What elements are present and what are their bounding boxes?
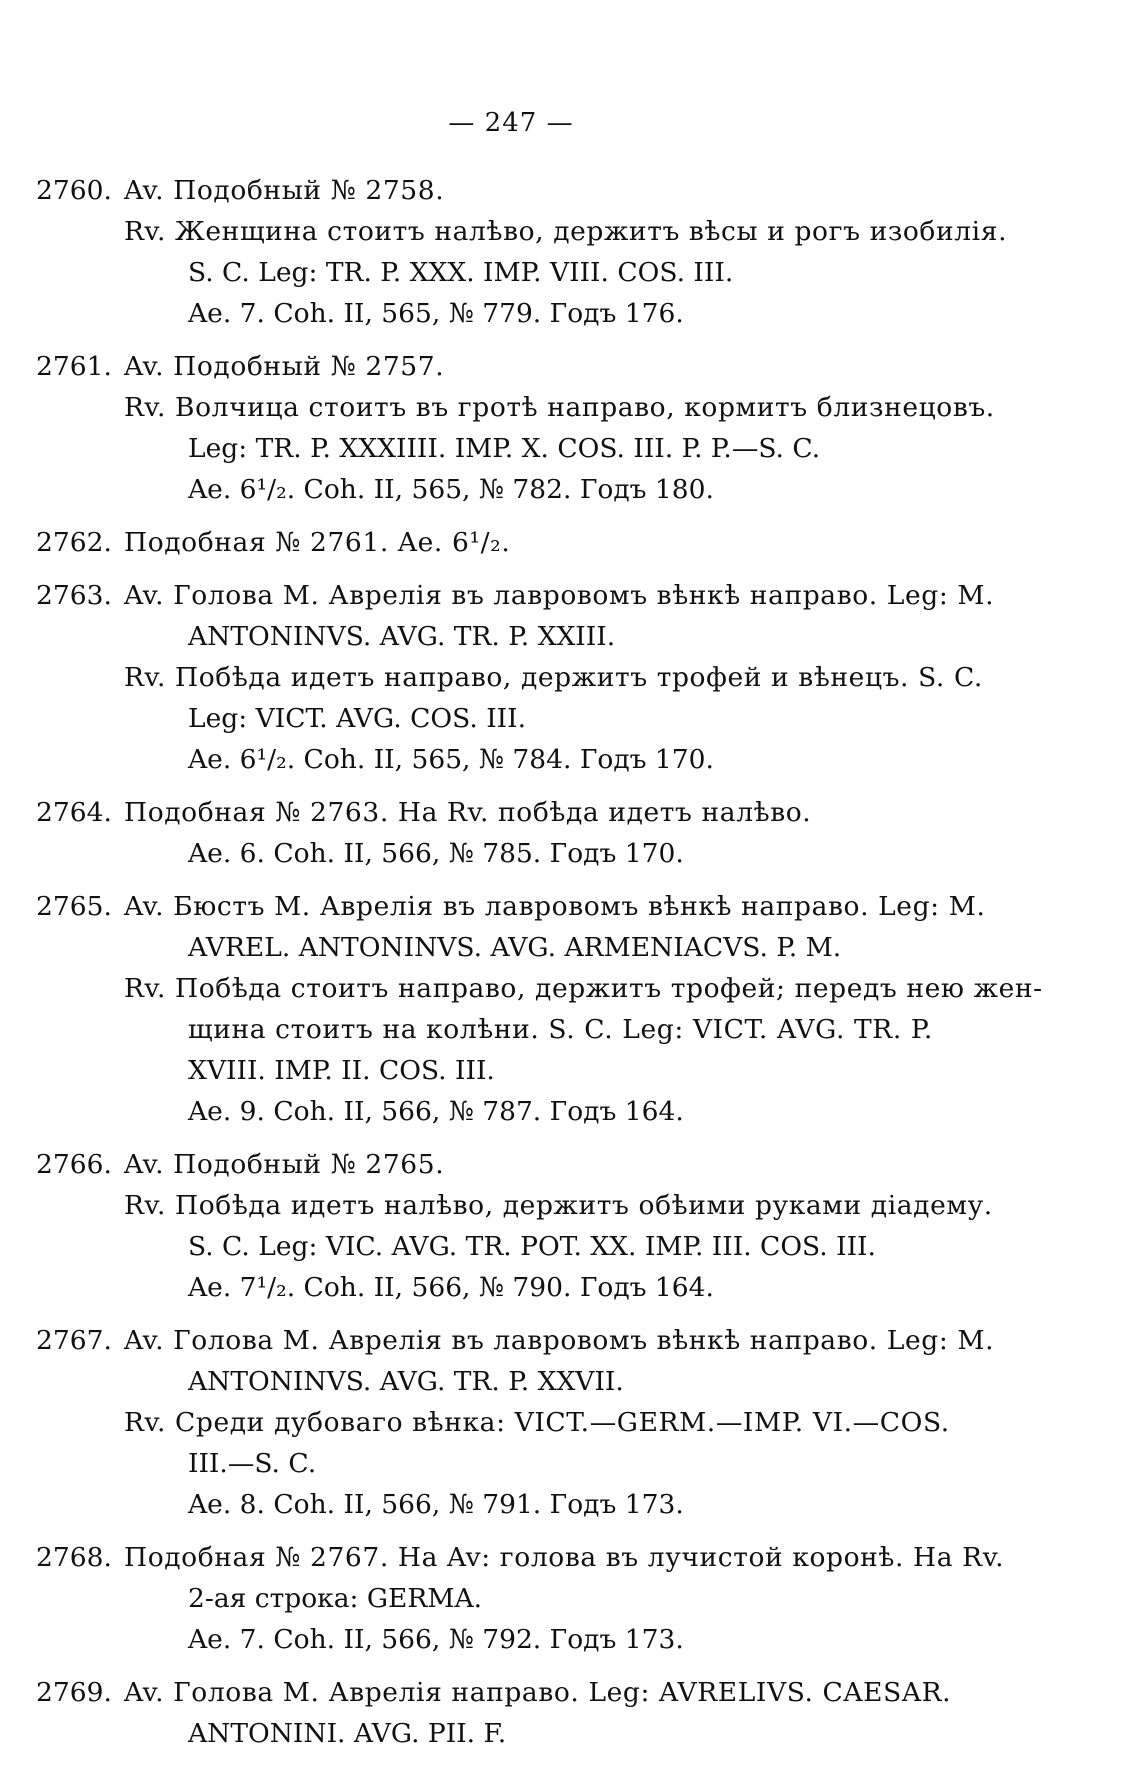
entry-line: Ae. 8. Coh. II, 566, № 791. Годъ 173.	[188, 1489, 684, 1520]
catalog-entry-2764	[36, 792, 976, 874]
entry-line: Ae. 6. Coh. II, 566, № 785. Годъ 170.	[188, 838, 684, 869]
entry-number: 2768.	[36, 1542, 112, 1573]
entry-line: Av. Подобный № 2758.	[124, 175, 445, 206]
entry-line: ANTONINVS. AVG. TR. P. XXIII.	[188, 621, 616, 652]
catalog-entry-2767	[36, 1320, 995, 1525]
catalog-entry-2763	[36, 575, 995, 780]
catalog-entry-2769	[36, 1672, 976, 1754]
entry-line: Rv. Женщина стоитъ налѣво, держитъ вѣсы и рогъ изобилія.	[124, 216, 1008, 247]
catalog-entry-2766	[36, 1144, 993, 1308]
catalog-entry-2765	[36, 886, 1043, 1132]
catalog-page	[36, 108, 1043, 1766]
entry-line: Av. Подобный № 2765.	[124, 1149, 445, 1180]
page-number: — 247 —	[448, 108, 574, 138]
entry-number: 2765.	[36, 891, 112, 922]
entry-number: 2764.	[36, 797, 112, 828]
entry-line: S. C. Leg: TR. P. XXX. IMP. VIII. COS. III.	[188, 257, 734, 288]
entry-line: Подобная № 2763. На Rv. побѣда идетъ налѣво.	[124, 797, 812, 828]
entry-number: 2766.	[36, 1149, 112, 1180]
entry-line: щина стоитъ на колѣни. S. C. Leg: VICT. AVG. TR. P.	[188, 1014, 933, 1045]
entry-line: Подобная № 2761. Ae. 6¹/₂.	[124, 527, 511, 558]
catalog-entry-2762	[36, 522, 976, 563]
entry-line: Rv. Побѣда стоитъ направо, держитъ трофей; передъ нею жен-	[124, 973, 1043, 1004]
catalog-entry-2768	[36, 1537, 1005, 1660]
entry-line: Av. Бюстъ М. Аврелія въ лавровомъ вѣнкѣ направо. Leg: M.	[124, 891, 986, 922]
entry-line: ANTONINI. AVG. PII. F.	[188, 1718, 507, 1749]
entry-line: Av. Голова М. Аврелія въ лавровомъ вѣнкѣ направо. Leg: M.	[124, 1325, 995, 1356]
entry-line: Ae. 7. Coh. II, 566, № 792. Годъ 173.	[188, 1624, 684, 1655]
entry-line: XVIII. IMP. II. COS. III.	[188, 1055, 495, 1086]
entry-number: 2760.	[36, 175, 112, 206]
entry-line: Ae. 7. Coh. II, 565, № 779. Годъ 176.	[188, 298, 684, 329]
entry-line: Av. Голова М. Аврелія направо. Leg: AVRELIVS. CAESAR.	[124, 1677, 952, 1708]
entry-number: 2769.	[36, 1677, 112, 1708]
entry-line: Leg: VICT. AVG. COS. III.	[188, 703, 527, 734]
entry-line: Подобная № 2767. На Av: голова въ лучистой коронѣ. На Rv.	[124, 1542, 1005, 1573]
entry-line: Rv. Побѣда идетъ направо, держитъ трофей и вѣнецъ. S. C.	[124, 662, 983, 693]
entry-line: Rv. Побѣда идетъ налѣво, держитъ обѣими руками діадему.	[124, 1190, 993, 1221]
catalog-entry-2761	[36, 346, 995, 510]
entry-line: Ae. 9. Coh. II, 566, № 787. Годъ 164.	[188, 1096, 684, 1127]
entry-line: ANTONINVS. AVG. TR. P. XXVII.	[188, 1366, 624, 1397]
entry-number: 2761.	[36, 351, 112, 382]
entry-number: 2767.	[36, 1325, 112, 1356]
entry-line: Av. Голова М. Аврелія въ лавровомъ вѣнкѣ направо. Leg: M.	[124, 580, 995, 611]
entry-line: Leg: TR. P. XXXIIII. IMP. X. COS. III. P. P.—S. C.	[188, 433, 821, 464]
entry-number: 2763.	[36, 580, 112, 611]
entry-line: S. C. Leg: VIC. AVG. TR. POT. XX. IMP. III. COS. III.	[188, 1231, 876, 1262]
catalog-entry-2760	[36, 170, 1008, 334]
entry-line: 2-ая строка: GERMA.	[188, 1583, 483, 1614]
entry-line: Ae. 6¹/₂. Coh. II, 565, № 782. Годъ 180.	[188, 474, 714, 505]
entry-line: III.—S. C.	[188, 1448, 317, 1479]
entry-line: Ae. 7¹/₂. Coh. II, 566, № 790. Годъ 164.	[188, 1272, 714, 1303]
entry-line: Av. Подобный № 2757.	[124, 351, 445, 382]
entry-line: Rv. Волчица стоитъ въ гротѣ направо, кормитъ близнецовъ.	[124, 392, 995, 423]
entry-line: Ae. 6¹/₂. Coh. II, 565, № 784. Годъ 170.	[188, 744, 714, 775]
entry-line: Rv. Среди дубоваго вѣнка: VICT.—GERM.—IMP. VI.—COS.	[124, 1407, 950, 1438]
entry-number: 2762.	[36, 527, 112, 558]
entry-line: AVREL. ANTONINVS. AVG. ARMENIACVS. P. M.	[188, 932, 842, 963]
